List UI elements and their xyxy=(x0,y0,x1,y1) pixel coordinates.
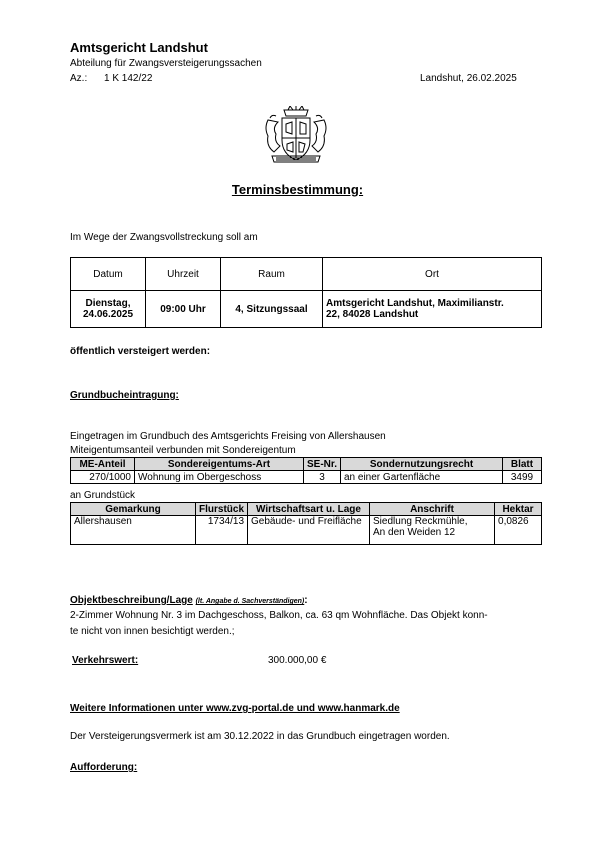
miteigentum-text: Miteigentumsanteil verbunden mit Sondereigentum xyxy=(70,445,296,456)
appointment-weekday: Dienstag, xyxy=(85,298,131,309)
document-title: Terminsbestimmung: xyxy=(231,182,364,197)
grundstueck-label: an Grundstück xyxy=(70,490,136,501)
column-header-usage-right: Sondernutzungsrecht xyxy=(341,458,503,471)
column-header-hektar: Hektar xyxy=(495,503,542,516)
vermerk-text: Der Versteigerungsvermerk ist am 30.12.2022 in das Grundbuch eingetragen worden. xyxy=(70,731,450,742)
column-header-anschrift: Anschrift xyxy=(370,503,495,516)
case-number: 1 K 142/22 xyxy=(104,73,153,84)
aufforderung-heading: Aufforderung: xyxy=(70,762,138,773)
location-line-1: Amtsgericht Landshut, Maximilianstr. xyxy=(326,298,504,309)
table-row xyxy=(71,291,542,328)
appointment-table xyxy=(70,257,542,328)
cell-gemarkung: Allershausen xyxy=(71,516,196,545)
plot-table xyxy=(70,502,542,545)
column-header-date: Datum xyxy=(71,258,146,291)
cell-anschrift xyxy=(370,516,495,545)
market-value: 300.000,00 € xyxy=(268,655,327,666)
place-date: Landshut, 26.02.2025 xyxy=(420,73,517,84)
cell-usage-right: an einer Gartenfläche xyxy=(341,471,503,484)
table-row xyxy=(71,516,542,545)
auction-note: öffentlich versteigert werden: xyxy=(70,346,211,357)
column-header-gemarkung: Gemarkung xyxy=(71,503,196,516)
appointment-room: 4, Sitzungssaal xyxy=(221,291,323,328)
appointment-date xyxy=(71,291,146,328)
object-heading-text: Objektbeschreibung/Lage xyxy=(70,595,193,606)
appointment-date-value: 24.06.2025 xyxy=(82,309,134,320)
column-header-flurstueck: Flurstück xyxy=(196,503,248,516)
grundbuch-heading: Grundbucheintragung: xyxy=(70,390,179,401)
column-header-room: Raum xyxy=(221,258,323,291)
appointment-time: 09:00 Uhr xyxy=(146,291,221,328)
court-name: Amtsgericht Landshut xyxy=(70,40,208,55)
object-heading-note: (lt. Angabe d. Sachverständigen) xyxy=(195,598,305,605)
case-number-label: Az.: xyxy=(70,73,88,84)
cell-unit-type: Wohnung im Obergeschoss xyxy=(135,471,304,484)
column-header-share: ME-Anteil xyxy=(71,458,135,471)
info-line: Weitere Informationen unter www.zvg-portal.de und www.hanmark.de xyxy=(70,703,400,714)
column-header-sheet: Blatt xyxy=(503,458,542,471)
anschrift-line-1: Siedlung Reckmühle, xyxy=(373,516,468,527)
object-description-line-2: te nicht von innen besichtigt werden.; xyxy=(70,626,235,637)
market-value-label: Verkehrswert: xyxy=(72,655,139,666)
location-line-2: 22, 84028 Landshut xyxy=(326,309,419,320)
cell-share: 270/1000 xyxy=(71,471,135,484)
table-header-row xyxy=(71,258,542,291)
grundbuch-text: Eingetragen im Grundbuch des Amtsgerichts Freising von Allershausen xyxy=(70,431,386,442)
coat-of-arms-icon xyxy=(262,106,330,164)
column-header-unit-type: Sondereigentums-Art xyxy=(135,458,304,471)
cell-wirtschaftsart: Gebäude- und Freifläche xyxy=(248,516,370,545)
column-header-time: Uhrzeit xyxy=(146,258,221,291)
object-description-line-1: 2-Zimmer Wohnung Nr. 3 im Dachgeschoss, Balkon, ca. 63 qm Wohnfläche. Das Objekt konn- xyxy=(70,610,488,621)
anschrift-line-2: An den Weiden 12 xyxy=(373,527,456,538)
table-row xyxy=(71,471,542,484)
cell-flurstueck: 1734/13 xyxy=(196,516,248,545)
column-header-wirtschaftsart: Wirtschaftsart u. Lage xyxy=(248,503,370,516)
object-heading xyxy=(70,595,308,606)
intro-text: Im Wege der Zwangsvollstreckung soll am xyxy=(70,232,258,243)
column-header-location: Ort xyxy=(323,258,542,291)
table-header-row xyxy=(71,503,542,516)
object-heading-colon: : xyxy=(304,595,308,606)
table-header-row xyxy=(71,458,542,471)
appointment-location xyxy=(323,291,542,328)
cell-unit-number: 3 xyxy=(304,471,341,484)
cell-sheet: 3499 xyxy=(503,471,542,484)
unit-table xyxy=(70,457,542,484)
column-header-unit-number: SE-Nr. xyxy=(304,458,341,471)
cell-hektar: 0,0826 xyxy=(495,516,542,545)
department: Abteilung für Zwangsversteigerungssachen xyxy=(70,58,262,69)
